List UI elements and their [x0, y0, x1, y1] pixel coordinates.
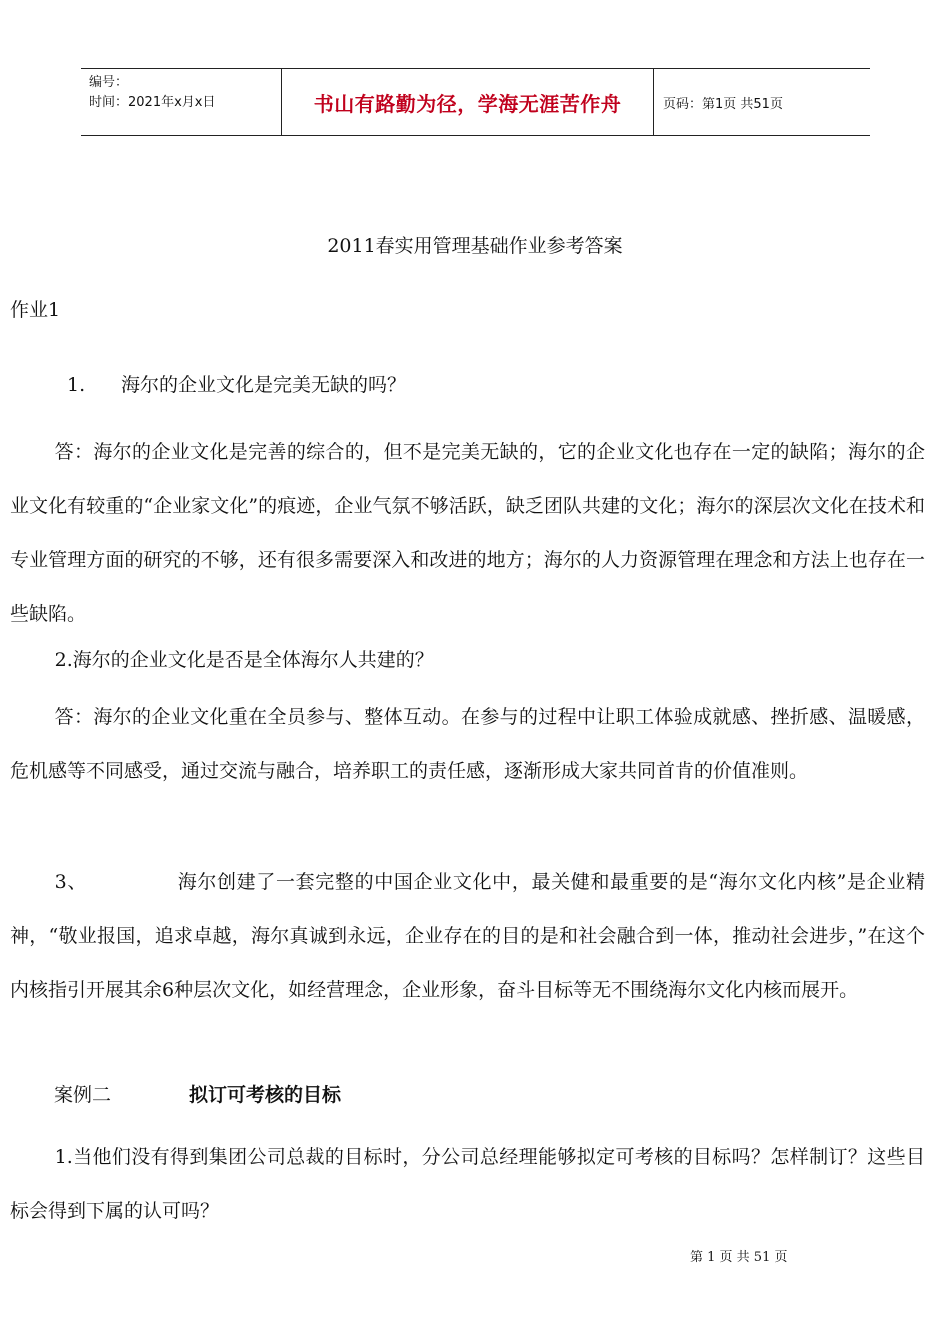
case-heading — [54, 1080, 341, 1107]
case-label: 案例二 — [54, 1084, 112, 1106]
time-label: 时间：2021年x月x日 — [89, 95, 216, 110]
header-motto: 书山有路勤为径，学海无涯苦作舟 — [281, 69, 654, 135]
question-3-text: 海尔创建了一套完整的中国企业文化中，最关健和最重要的是“海尔文化内核”是企业精神，“敬业报国，追求卓越，海尔真诚到永远，企业存在的目的是和社会融合到一体，推动社会进步，”在这个内核指引开展其余6种层次文化，如经营理念，企业形象，奋斗目标等无不围绕海尔文化内核而展开。 — [10, 871, 925, 1001]
question-3 — [10, 855, 925, 1017]
page-footer: 第 1 页 共 51 页 — [690, 1250, 788, 1265]
number-label: 编号： — [89, 75, 129, 90]
document-title: 2011春实用管理基础作业参考答案 — [327, 235, 623, 257]
case-title: 拟订可考核的目标 — [189, 1084, 342, 1106]
answer-1: 答：海尔的企业文化是完善的综合的，但不是完美无缺的，它的企业文化也存在一定的缺陷；海尔的企业文化有较重的“企业家文化”的痕迹，企业气氛不够活跃，缺乏团队共建的文化；海尔的深层次文化在技术和专业管理方面的研究的不够，还有很多需要深入和改进的地方；海尔的人力资源管理在理念和方法上也存在一些缺陷。 — [10, 441, 925, 625]
answer-2: 答：海尔的企业文化重在全员参与、整体互动。在参与的过程中让职工体验成就感、挫折感、温暖感，危机感等不同感受，通过交流与融合，培养职工的责任感，逐渐形成大家共同首肯的价值准则。 — [10, 706, 925, 782]
section-label: 作业1 — [10, 299, 61, 321]
question-3-number: 3、 — [54, 871, 88, 893]
question-1 — [67, 370, 406, 397]
header-meta — [81, 69, 281, 135]
document-header — [81, 68, 870, 136]
case-question-1: 1.当他们没有得到集团公司总裁的目标时，分公司总经理能够拟定可考核的目标吗？怎样制订？这些目标会得到下属的认可吗？ — [10, 1146, 925, 1222]
header-page-info: 页码：第1页 共51页 — [663, 96, 783, 112]
question-2: 2.海尔的企业文化是否是全体海尔人共建的？ — [54, 649, 434, 671]
question-1-text: 海尔的企业文化是完美无缺的吗？ — [121, 374, 407, 396]
question-1-number: 1. — [67, 374, 86, 396]
